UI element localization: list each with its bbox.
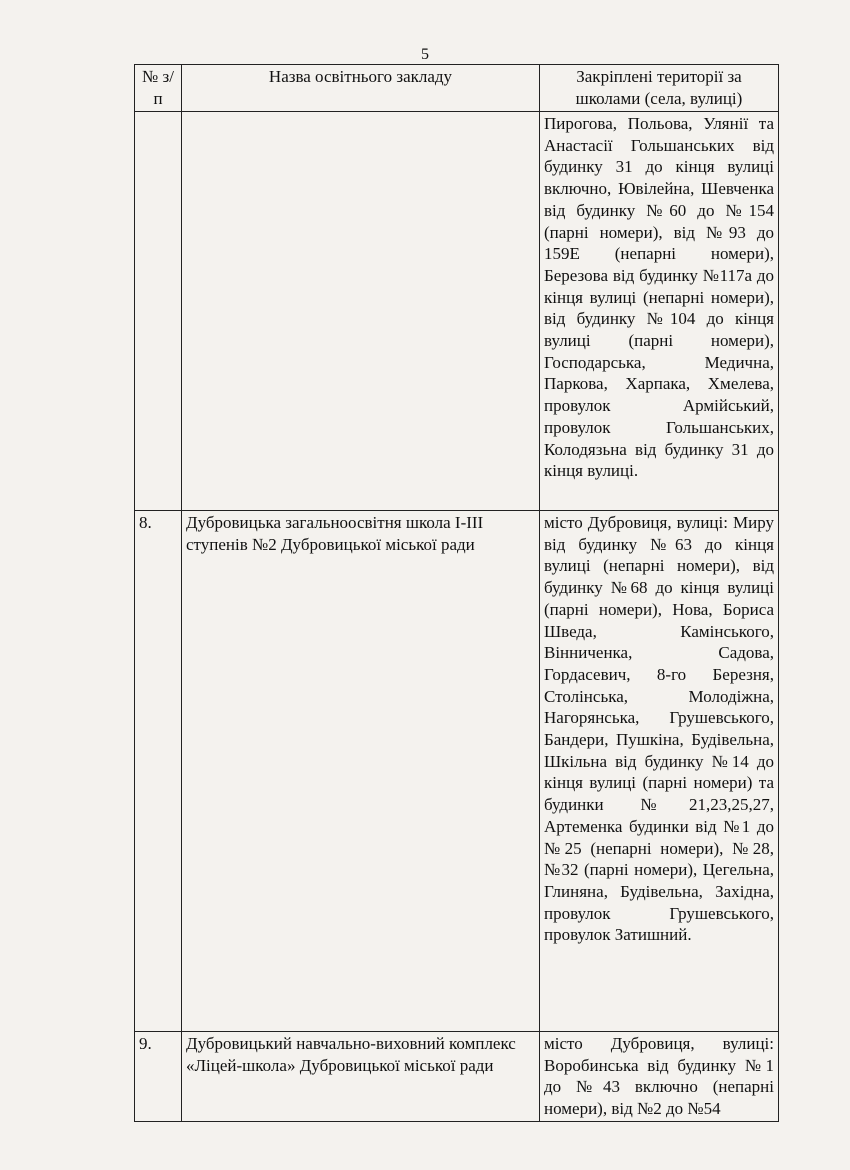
row-school-name	[182, 112, 540, 511]
header-school-name: Назва освітнього закладу	[182, 65, 540, 112]
page-number: 5	[421, 46, 429, 63]
header-territory: Закріплені території за школами (села, вулиці)	[540, 65, 779, 112]
row-school-name: Дубровицький навчально-виховний комплекс «Ліцей-школа» Дубровицької міської ради	[182, 1032, 540, 1122]
table-header-row	[135, 65, 779, 112]
row-territory: місто Дубровиця, вулиці: Воробинська від будинку №1 до №43 включно (непарні номери), від №2 до №54	[540, 1032, 779, 1122]
row-number: 8.	[135, 511, 182, 1032]
row-territory: місто Дубровиця, вулиці: Миру від будинку №63 до кінця вулиці (непарні номери), від будинку №68 до кінця вулиці (парні номери), Нова, Бориса Шведа, Камінського, Вінниченка, Садова, Гордасевич, 8-го Березня, Столінська, Молодіжна, Нагорянська, Грушевського, Бандери, Пушкіна, Будівельна, Шкільна від будинку №14 до кінця вулиці (парні номери) та будинки №21,23,25,27, Артеменка будинки від №1 до №25 (непарні номери), №28, №32 (парні номери), Цегельна, Глиняна, Будівельна, Західна, провулок Грушевського, провулок Затишний.	[540, 511, 779, 1032]
row-territory: Пирогова, Польова, Улянії та Анастасії Гольшанських від будинку 31 до кінця вулиці включно, Ювілейна, Шевченка від будинку №60 до №154 (парні номери), від №93 до 159Е (непарні номери), Березова від будинку №117а до кінця вулиці (непарні номери), від будинку №104 до кінця вулиці (парні номери), Господарська, Медична, Паркова, Харпака, Хмелева, провулок Армійський, провулок Гольшанських, Колодязьна від будинку 31 до кінця вулиці.	[540, 112, 779, 511]
row-school-name: Дубровицька загальноосвітня школа І-ІІІ ступенів №2 Дубровицької міської ради	[182, 511, 540, 1032]
schools-territory-table	[134, 64, 779, 1122]
header-number: № з/п	[135, 65, 182, 112]
row-number: 9.	[135, 1032, 182, 1122]
row-number	[135, 112, 182, 511]
table-row	[135, 1032, 779, 1122]
table-row	[135, 511, 779, 1032]
table-row	[135, 112, 779, 511]
